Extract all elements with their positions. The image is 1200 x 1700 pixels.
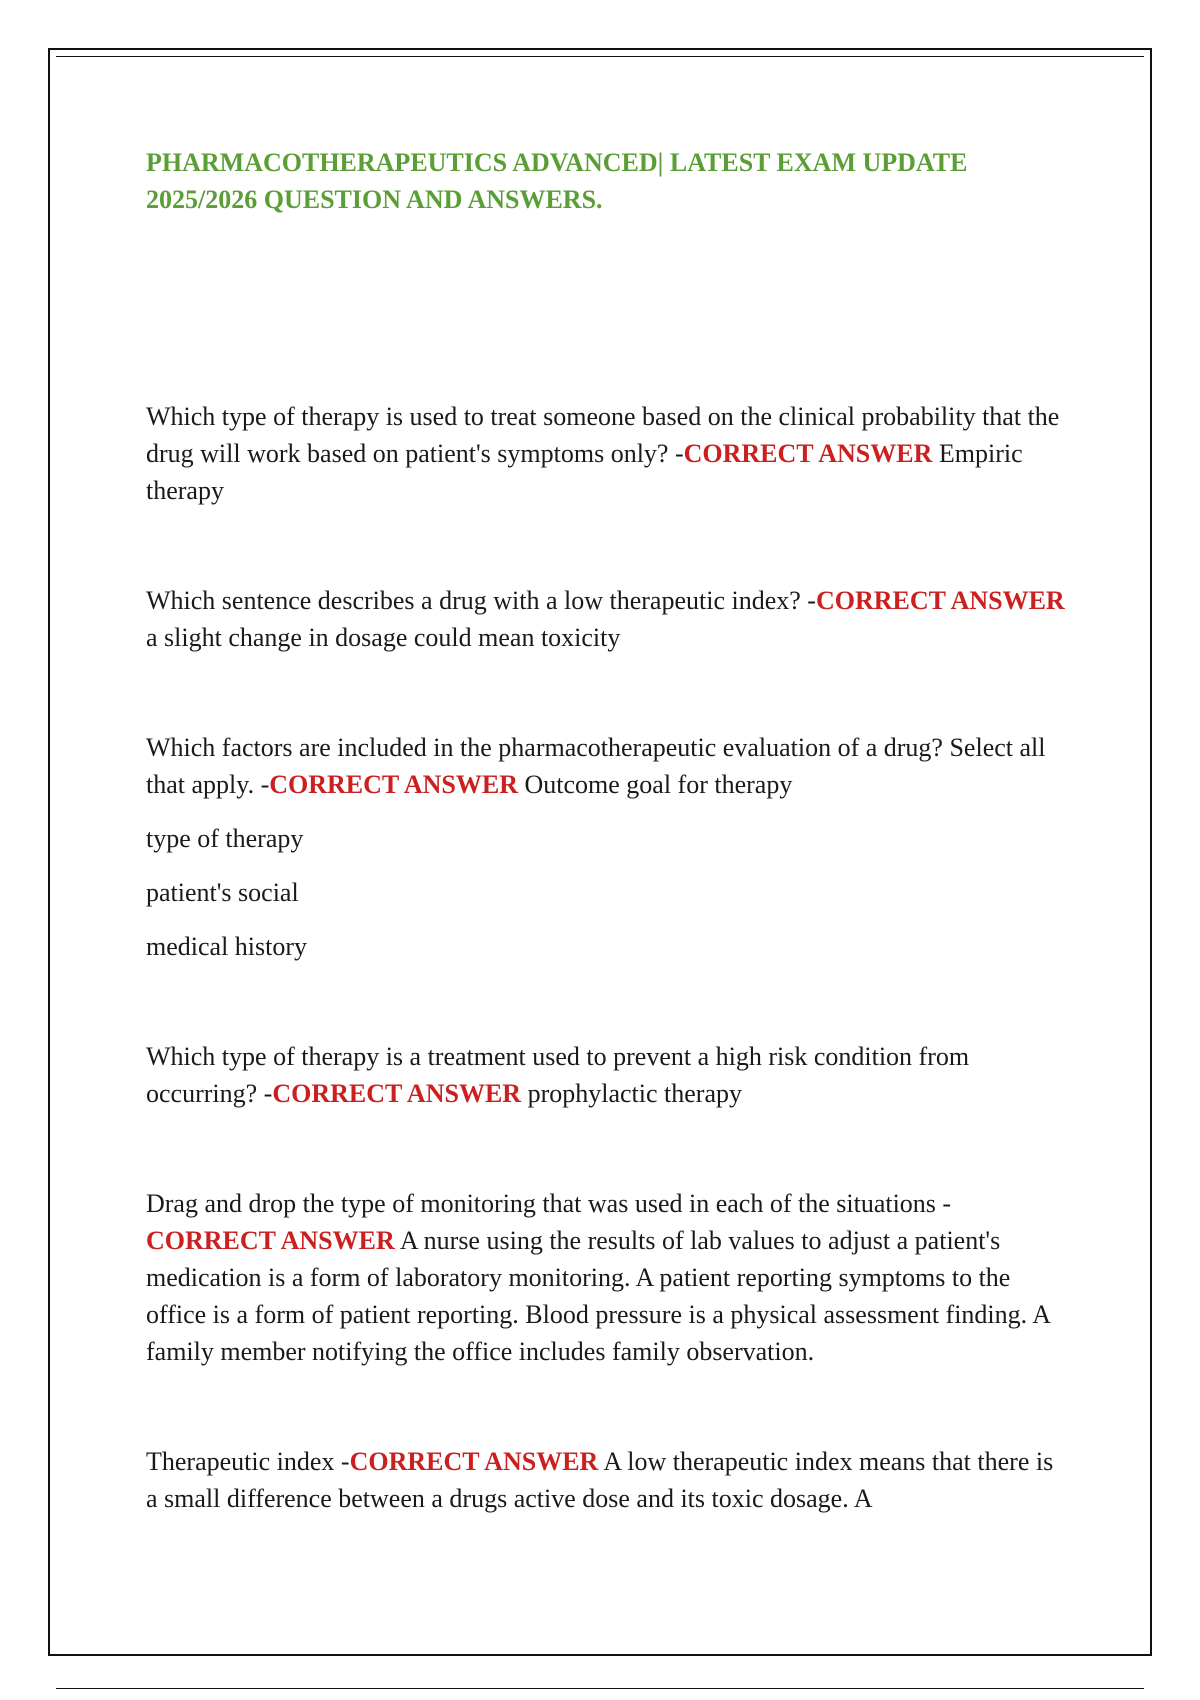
answer-text: A low therapeutic index means that there is a small difference between a drugs active dose and its toxic dosage. A <box>146 1447 1054 1513</box>
question-text: Therapeutic index - <box>146 1447 350 1476</box>
qa-item-3 <box>146 729 1066 803</box>
question-text: Which sentence describes a drug with a low therapeutic index? - <box>146 586 816 615</box>
next-page-border <box>56 1688 1144 1689</box>
correct-answer-label: CORRECT ANSWER <box>349 1447 599 1476</box>
answer-list-item: medical history <box>146 932 308 961</box>
qa-item-5 <box>146 1185 1066 1370</box>
qa-item-1 <box>146 398 1066 509</box>
answer-text: Outcome goal for therapy <box>517 770 793 799</box>
correct-answer-label: CORRECT ANSWER <box>146 1226 395 1255</box>
document-title: PHARMACOTHERAPEUTICS ADVANCED| LATEST EXAM UPDATE 2025/2026 QUESTION AND ANSWERS. <box>146 148 968 214</box>
answer-text: prophylactic therapy <box>521 1079 742 1108</box>
question-text: Drag and drop the type of monitoring that was used in each of the situations - <box>146 1189 952 1218</box>
correct-answer-label: CORRECT ANSWER <box>815 586 1065 615</box>
answer-text: Empiric therapy <box>146 439 1023 505</box>
question-text: Which factors are included in the pharmacotherapeutic evaluation of a drug? Select all that apply. - <box>146 733 1046 799</box>
answer-list-item: type of therapy <box>146 824 304 853</box>
answer-text: a slight change in dosage could mean toxicity <box>146 623 621 652</box>
correct-answer-label: CORRECT ANSWER <box>683 439 933 468</box>
correct-answer-label: CORRECT ANSWER <box>269 770 518 799</box>
page-border-inner-top <box>56 56 1144 57</box>
qa-item-2 <box>146 582 1066 656</box>
qa-item-4 <box>146 1038 1066 1112</box>
question-text: Which type of therapy is used to treat someone based on the clinical probability that the drug will work based on patient's symptoms only? - <box>146 402 1060 468</box>
correct-answer-label: CORRECT ANSWER <box>272 1079 522 1108</box>
answer-list-item: patient's social <box>146 878 299 907</box>
qa-item-6 <box>146 1443 1066 1517</box>
answer-text: A nurse using the results of lab values to adjust a patient's medication is a form of laboratory monitoring. A patient reporting symptoms to the office is a form of patient reporting. Blood pressure is a physical assessment finding. A family member notifying the office includes family observation. <box>146 1226 1050 1366</box>
question-text: Which type of therapy is a treatment used to prevent a high risk condition from occurring? - <box>146 1042 970 1108</box>
document-body <box>146 144 1066 1517</box>
